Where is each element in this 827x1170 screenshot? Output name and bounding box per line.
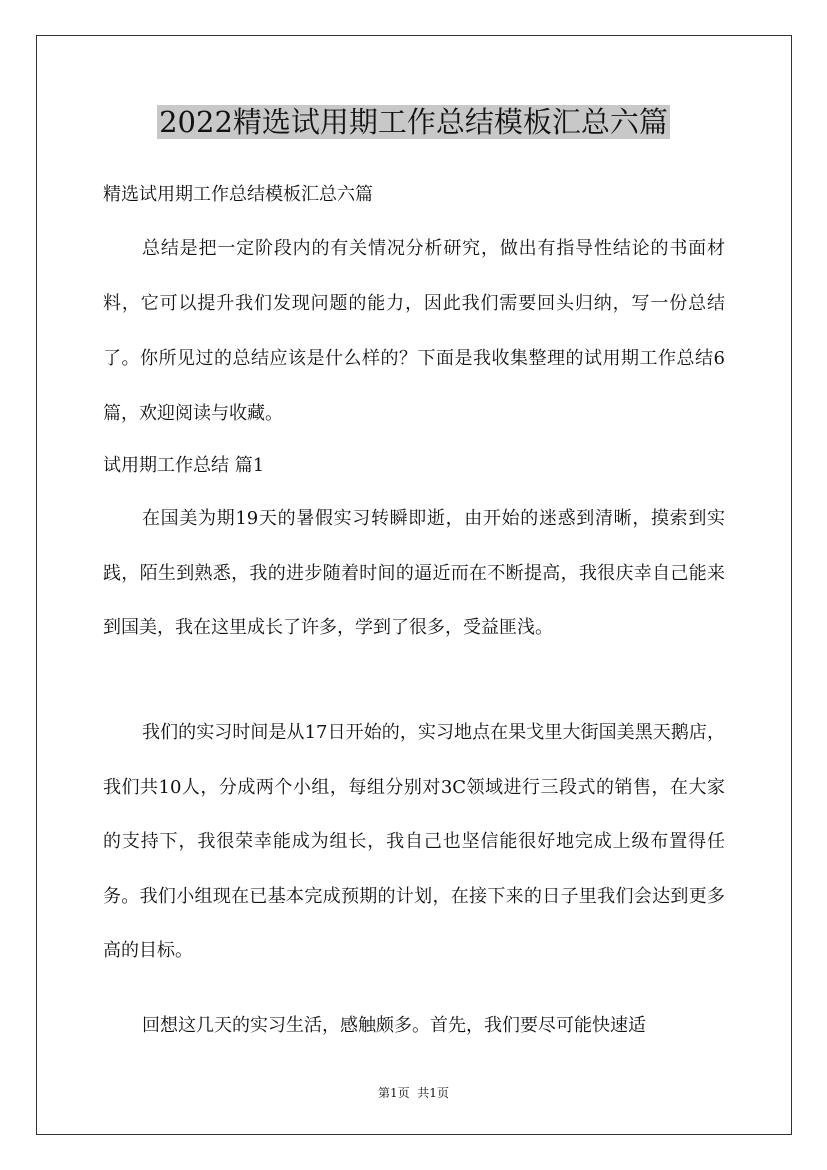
intro-paragraph: 总结是把一定阶段内的有关情况分析研究，做出有指导性结论的书面材料，它可以提升我们发现问题的能力，因此我们需要回头归纳，写一份总结了。你所见过的总结应该是什么样的？下面是我收集整理的试用期工作总结6篇，欢迎阅读与收藏。: [103, 238, 725, 424]
document-title-text: 2022精选试用期工作总结模板汇总六篇: [159, 105, 668, 139]
body-paragraph-1: 在国美为期19天的暑假实习转瞬即逝，由开始的迷惑到清晰，摸索到实践，陌生到熟悉，我的进步随着时间的逼近而在不断提高，我很庆幸自己能来到国美，我在这里成长了许多，学到了很多，受益匪浅。: [103, 508, 725, 638]
body-paragraph-2: 我们的实习时间是从17日开始的，实习地点在果戈里大街国美黑天鹅店，我们共10人，分成两个小组，每组分别对3C领域进行三段式的销售，在大家的支持下，我很荣幸能成为组长，我自己也坚信能很好地完成上级布置得任务。我们小组现在已基本完成预期的计划，在接下来的日子里我们会达到更多高的目标。: [103, 722, 725, 961]
document-subtitle: 精选试用期工作总结模板汇总六篇: [103, 184, 373, 205]
section-heading: 试用期工作总结 篇1: [103, 455, 265, 476]
body-paragraph-3: 回想这几天的实习生活，感触颇多。首先，我们要尽可能快速适: [142, 1015, 646, 1036]
page-footer: 第1页 共1页: [378, 1086, 449, 1100]
document-title: [0, 100, 827, 144]
